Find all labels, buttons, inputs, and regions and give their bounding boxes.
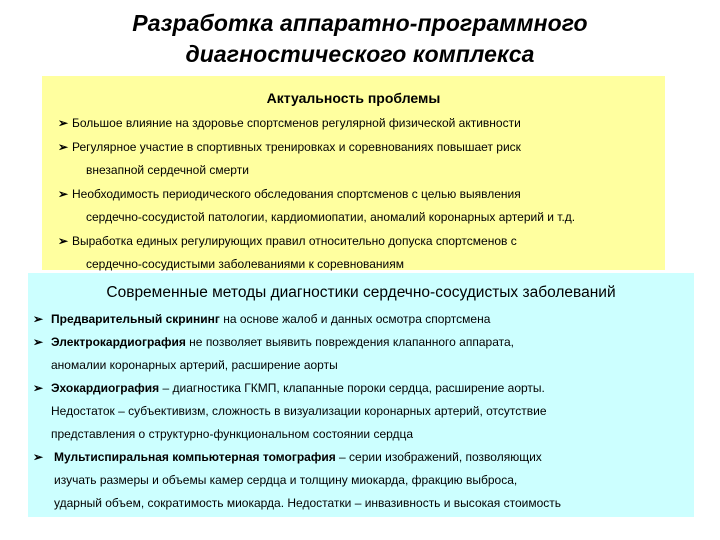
list-item-text-continued: сердечно-сосудистой патологии, кардиомиопатии, аномалий коронарных артерий и т.д. xyxy=(86,210,576,224)
list-item-text xyxy=(51,377,694,400)
list-item-text-continued: ударный объем, сократимость миокарда. Недостатки – инвазивность и высокая стоимость xyxy=(54,496,562,510)
list-item xyxy=(28,331,694,377)
arrowhead-bullet-icon: ➢ xyxy=(58,139,69,154)
list-item-text xyxy=(54,446,694,469)
method-term: Эхокардиография xyxy=(51,381,160,395)
arrowhead-bullet-icon: ➢ xyxy=(33,450,44,464)
list-item-text: Большое влияние на здоровье спортсменов регулярной физической активности xyxy=(72,116,521,130)
problem-relevance-heading: Актуальность проблемы xyxy=(266,90,441,106)
method-description: на основе жалоб и данных осмотра спортсмена xyxy=(219,312,491,326)
method-term: Электрокардиография xyxy=(51,335,186,349)
list-item xyxy=(28,446,694,515)
list-item-text: Регулярное участие в спортивных тренировках и соревнованиях повышает риск xyxy=(72,139,521,154)
list-item-text: Необходимость периодического обследования спортсменов с целью выявления xyxy=(72,186,521,201)
arrowhead-bullet-icon: ➢ xyxy=(33,335,44,349)
method-description: – серии изображений, позволяющих xyxy=(335,450,542,464)
method-description: не позволяет выявить повреждения клапанного аппарата, xyxy=(185,335,514,349)
list-item-text-continued: внезапной сердечной смерти xyxy=(86,163,249,177)
list-item-text: Выработка единых регулирующих правил относительно допуска спортсменов с xyxy=(72,233,517,248)
arrowhead-bullet-icon: ➢ xyxy=(33,381,44,395)
problem-relevance-list xyxy=(42,112,665,277)
problem-relevance-panel xyxy=(42,76,665,270)
method-term: Предварительный скрининг xyxy=(51,312,220,326)
list-item-text xyxy=(51,308,694,331)
list-item xyxy=(42,230,665,277)
list-item-text xyxy=(51,331,694,354)
list-item-text-continued: сердечно-сосудистыми заболеваниями к соревнованиям xyxy=(86,257,404,271)
diagnostic-methods-heading: Современные методы диагностики сердечно-сосудистых заболеваний xyxy=(106,284,616,301)
arrowhead-bullet-icon: ➢ xyxy=(58,233,69,248)
diagnostic-methods-list xyxy=(28,308,694,515)
slide-title-line-2: диагностического комплекса xyxy=(185,41,535,67)
list-item-text-continued: изучать размеры и объемы камер сердца и толщину миокарда, фракцию выброса, xyxy=(54,473,518,487)
list-item xyxy=(42,183,665,230)
arrowhead-bullet-icon: ➢ xyxy=(58,116,69,130)
list-item xyxy=(42,112,665,136)
slide-title-line-1: Разработка аппаратно-программного xyxy=(132,10,588,36)
list-item-text-continued: аномалии коронарных артерий, расширение аорты xyxy=(51,358,338,372)
list-item-text-continued: Недостаток – субъективизм, сложность в визуализации коронарных артерий, отсутствие xyxy=(51,404,547,418)
list-item xyxy=(42,136,665,183)
diagnostic-methods-panel xyxy=(28,273,694,517)
arrowhead-bullet-icon: ➢ xyxy=(33,312,44,326)
method-term: Мультиспиральная компьютерная томография xyxy=(54,450,336,464)
method-description: – диагностика ГКМП, клапанные пороки сердца, расширение аорты. xyxy=(159,381,545,395)
list-item-text-continued: представления о структурно-функциональном состоянии сердца xyxy=(51,427,414,441)
slide-title xyxy=(0,8,720,70)
list-item xyxy=(28,308,694,331)
arrowhead-bullet-icon: ➢ xyxy=(58,186,69,201)
list-item xyxy=(28,377,694,446)
